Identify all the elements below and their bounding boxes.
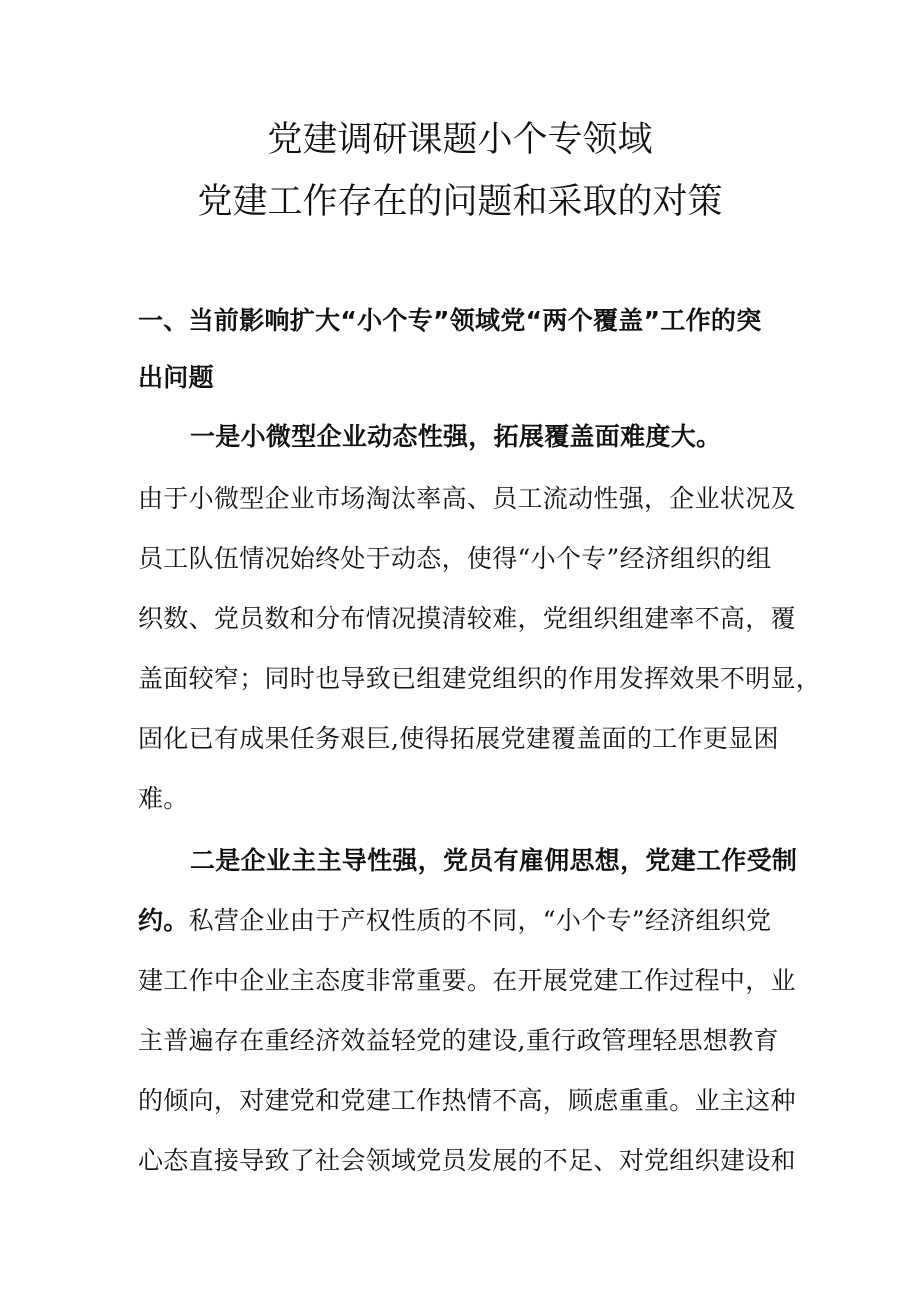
point1-body-line: 员工队伍情况始终处于动态，使得“小个专”经济组织的组 <box>138 544 772 573</box>
point1-body-line: 难。 <box>138 784 189 813</box>
point2-body-line: 心态直接导致了社会领域党员发展的不足、对党组织建设和 <box>138 1146 796 1175</box>
point1-body-line: 由于小微型企业市场淘汰率高、员工流动性强，企业状况及 <box>138 484 796 513</box>
point2-heading-line-2 <box>138 905 798 937</box>
point2-body-line: 主普遍存在重经济效益轻党的建设,重行政管理轻思想教育 <box>138 1026 779 1055</box>
point2-body-line: 建工作中企业主态度非常重要。在开展党建工作过程中，业 <box>138 966 796 995</box>
point1-heading: 一是小微型企业动态性强，拓展覆盖面难度大。 <box>190 422 722 451</box>
point2-body-line: 的倾向，对建党和党建工作热情不高，顾虑重重。业主这种 <box>138 1086 796 1115</box>
section-heading-line-2: 出问题 <box>138 363 214 392</box>
section-heading-line-1: 一、当前影响扩大“小个专”领域党“两个覆盖”工作的突 <box>138 306 762 335</box>
point1-body-line: 盖面较窄；同时也导致已组建党组织的作用发挥效果不明显， <box>138 664 822 693</box>
document-title-line-1: 党建调研课题小个专领域 <box>267 120 653 160</box>
point2-heading-bold: 约。 <box>138 906 189 935</box>
point2-heading-line-1: 二是企业主主导性强，党员有雇佣思想，党建工作受制 <box>190 846 798 875</box>
document-title-line-2: 党建工作存在的问题和采取的对策 <box>197 182 723 222</box>
point2-body-start: 私营企业由于产权性质的不同，“小个专”经济组织党 <box>188 906 772 935</box>
point1-body-line: 织数、党员数和分布情况摸清较难，党组织组建率不高，覆 <box>138 604 796 633</box>
point1-body-line: 固化已有成果任务艰巨,使得拓展党建覆盖面的工作更显困 <box>138 724 779 753</box>
